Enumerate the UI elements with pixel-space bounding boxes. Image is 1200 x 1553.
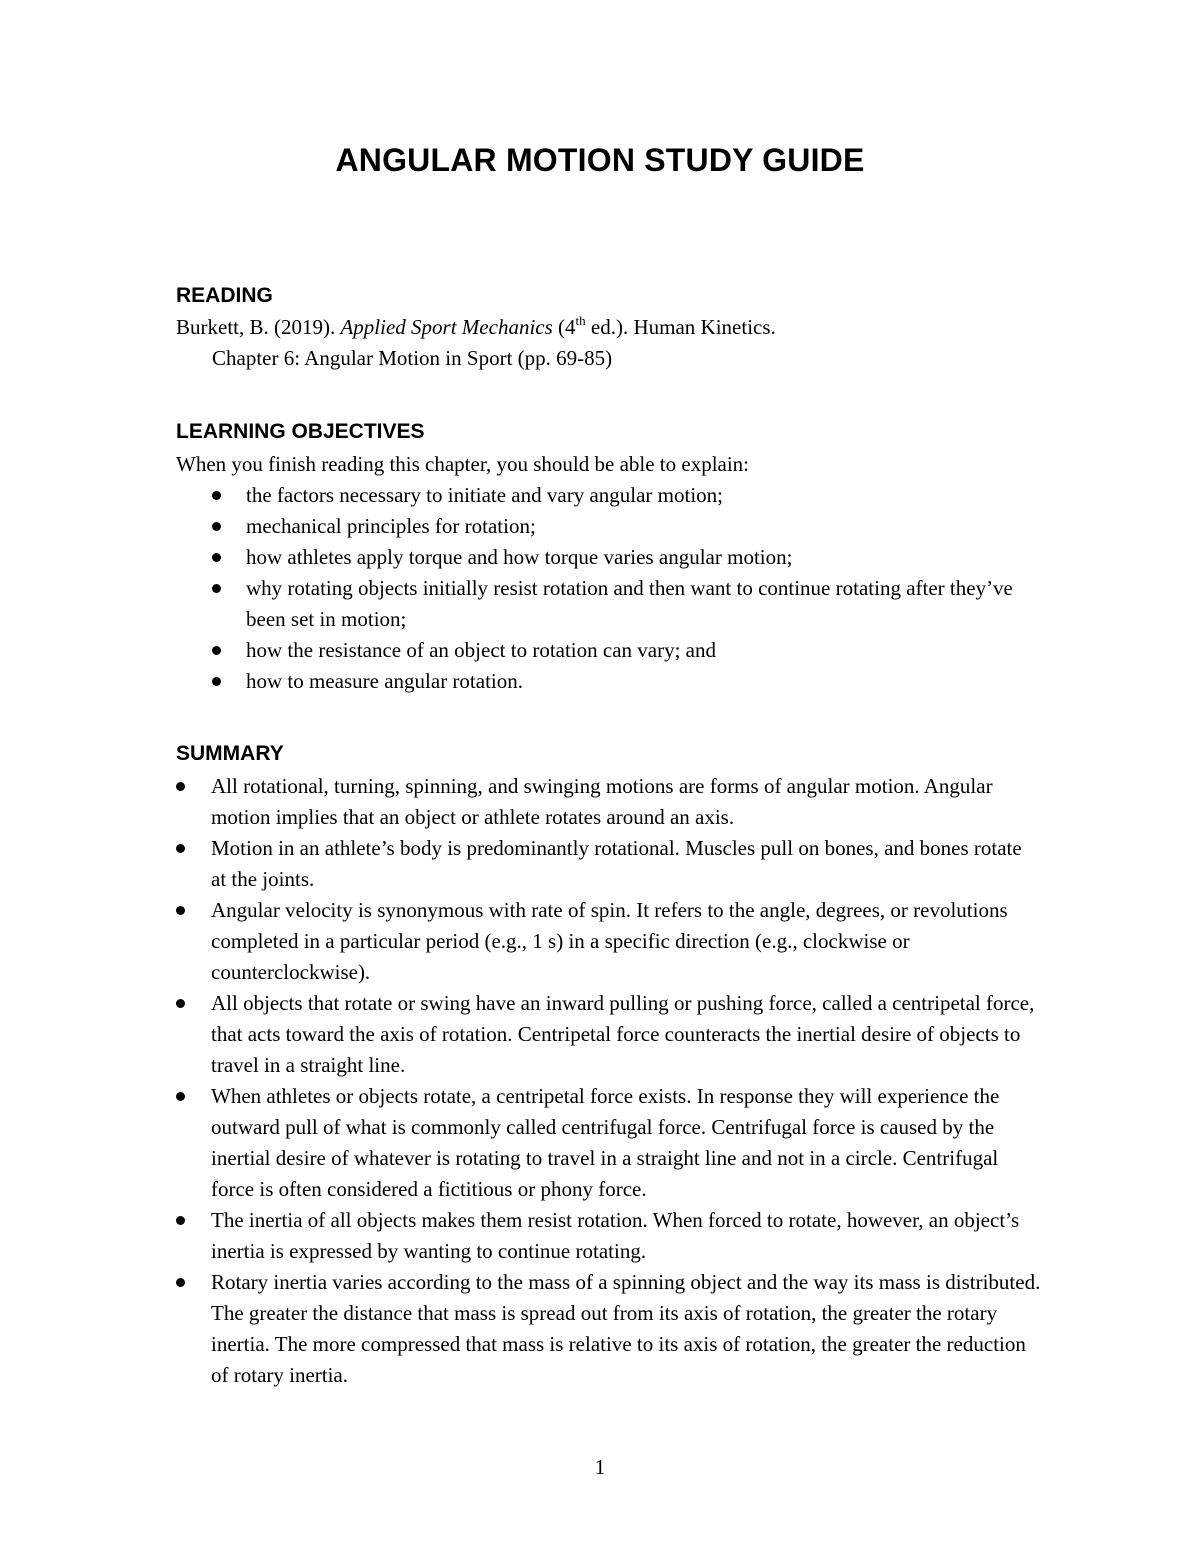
summary-item [211,1267,1041,1391]
bullet-icon [212,584,221,593]
summary-list [211,771,1041,1391]
objective-item [246,542,1036,573]
summary-text: Motion in an athlete’s body is predominantly rotational. Muscles pull on bones, and bones rotate at the joints. [211,836,1022,891]
citation-edition-sup: th [575,313,586,328]
page-title: ANGULAR MOTION STUDY GUIDE [335,142,865,178]
bullet-icon [176,782,185,791]
objective-item [246,666,1036,697]
summary-text: The inertia of all objects makes them resist rotation. When forced to rotate, however, an object’s inertia is expressed by wanting to continue rotating. [211,1208,1020,1263]
bullet-icon [212,677,221,686]
summary-item [211,771,1041,833]
summary-text: Rotary inertia varies according to the mass of a spinning object and the way its mass is distributed. The greater the distance that mass is spread out from its axis of rotation, the greater the rotary inertia. The more compressed that mass is relative to its axis of rotation, the greater the reduction of rotary inertia. [211,1270,1041,1387]
citation-line [176,312,1076,343]
objective-item [246,573,1036,635]
objectives-list [246,480,1036,697]
objective-text: how athletes apply torque and how torque varies angular motion; [246,545,793,569]
citation-author: Burkett, B. (2019). [176,315,341,339]
bullet-icon [212,553,221,562]
summary-item [211,833,1041,895]
objectives-heading: LEARNING OBJECTIVES [176,420,425,443]
objective-text: mechanical principles for rotation; [246,514,536,538]
bullet-icon [176,999,185,1008]
objectives-intro: When you finish reading this chapter, you should be able to explain: [176,452,750,476]
bullet-icon [212,491,221,500]
summary-text: When athletes or objects rotate, a centripetal force exists. In response they will experience the outward pull of what is commonly called centrifugal force. Centrifugal force is caused by the inertial desire of whatever is rotating to travel in a straight line and not in a circle. Centrifugal force is often considered a fictitious or phony force. [211,1084,1000,1201]
objective-item [246,511,1036,542]
reading-citation-block [176,312,1076,374]
bullet-icon [176,844,185,853]
page-number: 1 [594,1455,606,1479]
citation-chapter: Chapter 6: Angular Motion in Sport (pp. 69-85) [212,346,613,370]
bullet-icon [176,1278,185,1287]
summary-text: Angular velocity is synonymous with rate of spin. It refers to the angle, degrees, or revolutions completed in a particular period (e.g., 1 s) in a specific direction (e.g., clockwise or counterclockwise). [211,898,1008,984]
objective-text: how the resistance of an object to rotation can vary; and [246,638,716,662]
objective-text: the factors necessary to initiate and vary angular motion; [246,483,724,507]
summary-item [211,1205,1041,1267]
summary-item [211,1081,1041,1205]
summary-item [211,895,1041,988]
objective-item [246,480,1036,511]
objective-text: how to measure angular rotation. [246,669,523,693]
citation-edition-post: ed.). Human Kinetics. [585,315,776,339]
objective-text: why rotating objects initially resist rotation and then want to continue rotating after they’ve been set in motion; [246,576,1013,631]
bullet-icon [176,1216,185,1225]
bullet-icon [212,646,221,655]
citation-edition-pre: (4 [552,315,576,339]
summary-text: All rotational, turning, spinning, and swinging motions are forms of angular motion. Angular motion implies that an object or athlete rotates around an axis. [211,774,993,829]
bullet-icon [176,1092,185,1101]
bullet-icon [212,522,221,531]
summary-item [211,988,1041,1081]
citation-book-title: Applied Sport Mechanics [340,315,553,339]
objective-item [246,635,1036,666]
summary-heading: SUMMARY [176,742,284,765]
summary-text: All objects that rotate or swing have an inward pulling or pushing force, called a centripetal force, that acts toward the axis of rotation. Centripetal force counteracts the inertial desire of objects to travel in a straight line. [211,991,1035,1077]
reading-heading: READING [176,284,273,307]
bullet-icon [176,906,185,915]
